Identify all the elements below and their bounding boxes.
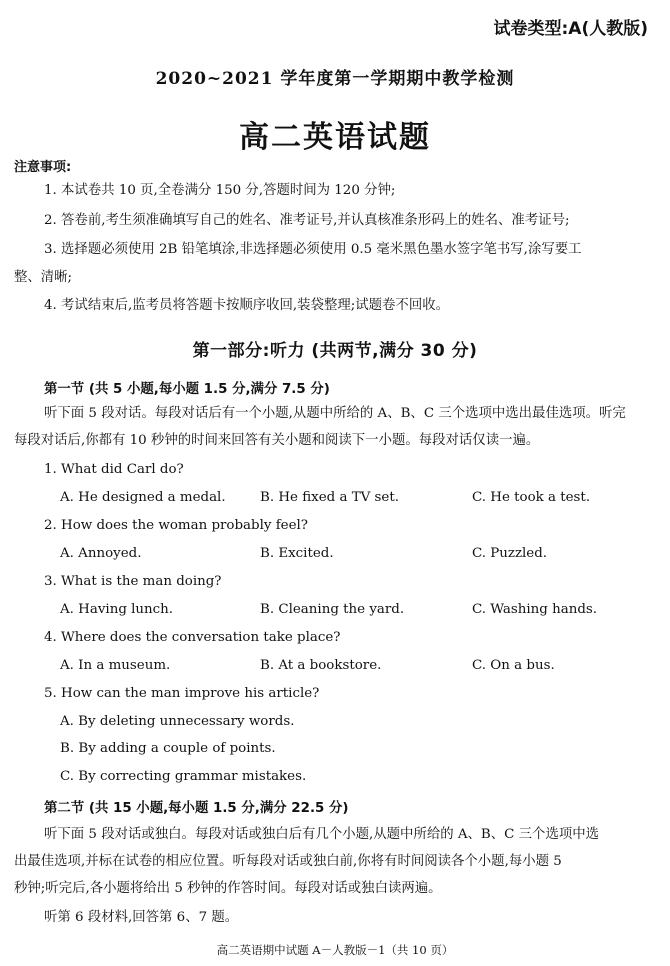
page-title: 高二英语试题 xyxy=(239,120,431,155)
note-item-4: 4. 考试结束后,监考员将答题卡按顺序收回,装袋整理;试题卷不回收。 xyxy=(44,298,449,313)
q2-option-b: B. Excited. xyxy=(260,546,334,561)
section2-instructions-line2: 出最佳选项,并标在试卷的相应位置。听每段对话或独白前,你将有时间阅读各个小题,每小题 5 xyxy=(14,854,562,869)
note-item-3: 3. 选择题必须使用 2B 铅笔填涂,非选择题必须使用 0.5 毫米黑色墨水签字笔书写,涂写要工 xyxy=(44,242,582,257)
q2-option-c: C. Puzzled. xyxy=(472,546,548,561)
q4-option-c: C. On a bus. xyxy=(472,658,555,673)
q3-option-a: A. Having lunch. xyxy=(60,602,174,617)
q5-option-a: A. By deleting unnecessary words. xyxy=(60,714,295,729)
section2-heading: 第二节 (共 15 小题,每小题 1.5 分,满分 22.5 分) xyxy=(44,801,349,816)
part1-title: 第一部分:听力 (共两节,满分 30 分) xyxy=(192,341,478,361)
q5-option-b: B. By adding a couple of points. xyxy=(60,741,276,756)
notes-heading: 注意事项: xyxy=(14,160,72,175)
section1-instructions-line1: 听下面 5 段对话。每段对话后有一个小题,从题中所给的 A、B、C 三个选项中选出最佳选项。听完 xyxy=(44,406,626,421)
exam-session-line: 2020~2021 学年度第一学期期中教学检测 xyxy=(155,69,515,89)
question-4: 4. Where does the conversation take place? xyxy=(44,630,341,645)
question-2: 2. How does the woman probably feel? xyxy=(44,518,308,533)
material-6-prompt: 听第 6 段材料,回答第 6、7 题。 xyxy=(44,910,239,925)
q5-option-c: C. By correcting grammar mistakes. xyxy=(60,769,307,784)
section2-instructions-line1: 听下面 5 段对话或独白。每段对话或独白后有几个小题,从题中所给的 A、B、C 三个选项中选 xyxy=(44,827,600,842)
q4-option-b: B. At a bookstore. xyxy=(260,658,382,673)
q1-option-a: A. He designed a medal. xyxy=(60,490,226,505)
question-5: 5. How can the man improve his article? xyxy=(44,686,320,701)
question-1: 1. What did Carl do? xyxy=(44,462,184,477)
note-item-2: 2. 答卷前,考生须准确填写自己的姓名、准考证号,并认真核准条形码上的姓名、准考证号; xyxy=(44,213,570,228)
question-3: 3. What is the man doing? xyxy=(44,574,222,589)
q3-option-b: B. Cleaning the yard. xyxy=(260,602,405,617)
q1-option-c: C. He took a test. xyxy=(472,490,591,505)
q2-option-a: A. Annoyed. xyxy=(60,546,142,561)
section1-instructions-line2: 每段对话后,你都有 10 秒钟的时间来回答有关小题和阅读下一小题。每段对话仅读一遍。 xyxy=(14,433,540,448)
q3-option-c: C. Washing hands. xyxy=(472,602,598,617)
page-footer: 高二英语期中试题 A－人教版－1（共 10 页） xyxy=(216,943,454,957)
section1-heading: 第一节 (共 5 小题,每小题 1.5 分,满分 7.5 分) xyxy=(44,382,330,397)
q4-option-a: A. In a museum. xyxy=(60,658,171,673)
q1-option-b: B. He fixed a TV set. xyxy=(260,490,399,505)
note-item-1: 1. 本试卷共 10 页,全卷满分 150 分,答题时间为 120 分钟; xyxy=(44,183,396,198)
note-item-3-cont: 整、清晰; xyxy=(14,270,73,285)
section2-instructions-line3: 秒钟;听完后,各小题将给出 5 秒钟的作答时间。每段对话或独白读两遍。 xyxy=(14,881,442,896)
paper-type-label: 试卷类型:A(人教版) xyxy=(493,19,648,39)
